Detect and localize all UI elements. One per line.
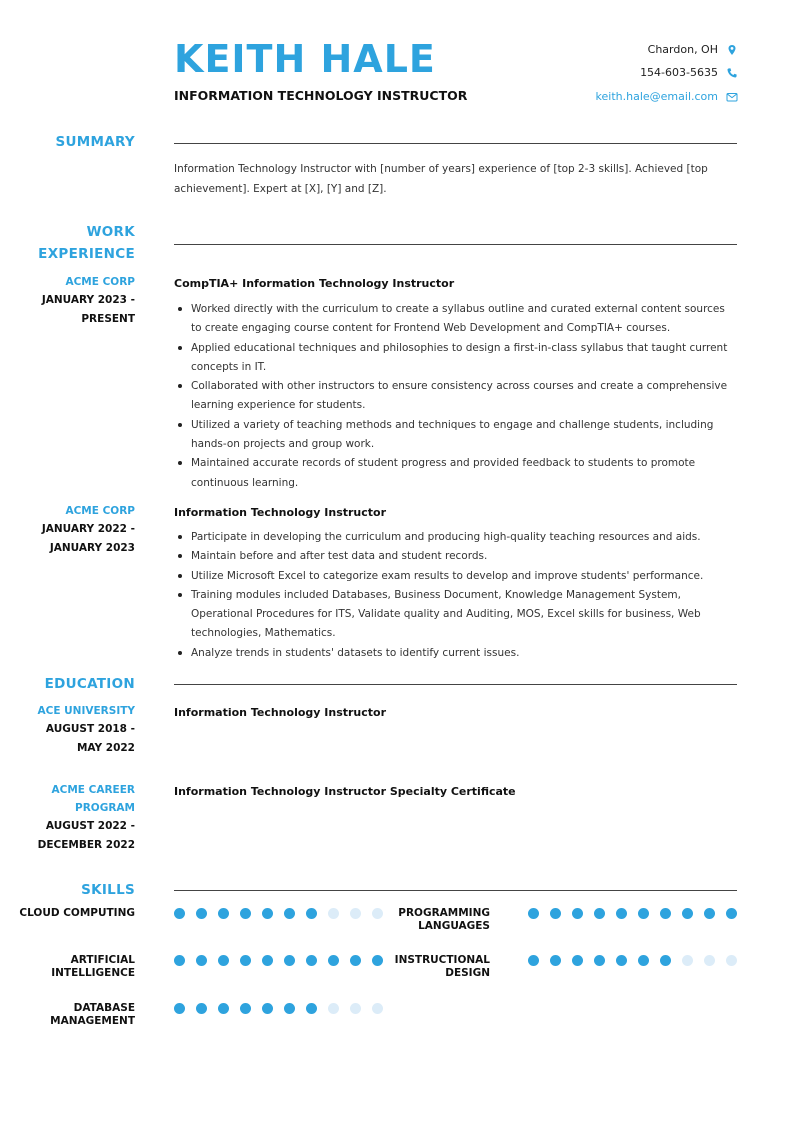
skill-4-label xyxy=(350,954,490,979)
map-pin-icon xyxy=(726,44,738,56)
rating-dot-filled xyxy=(196,908,207,919)
rating-dot-empty xyxy=(372,1003,383,1014)
job-2-dates-end: JANUARY 2023 xyxy=(49,541,135,554)
education-2-dates-start: AUGUST 2022 - xyxy=(45,820,135,832)
rating-dot-empty xyxy=(328,1003,339,1014)
contact-email[interactable] xyxy=(596,90,738,103)
work-heading-line2: EXPERIENCE xyxy=(38,246,135,262)
rating-dot-filled xyxy=(240,908,251,919)
summary-heading: SUMMARY xyxy=(55,134,135,150)
rating-dot-filled xyxy=(306,955,317,966)
rating-dot-filled xyxy=(616,955,627,966)
list-item: Analyze trends in students' datasets to identify current issues. xyxy=(174,644,737,663)
work-heading xyxy=(38,221,135,265)
skills-heading: SKILLS xyxy=(81,882,135,898)
job-1-bullets xyxy=(174,300,737,493)
education-1-degree: Information Technology Instructor xyxy=(174,706,387,719)
education-2-dates-end: DECEMBER 2022 xyxy=(37,838,135,851)
rating-dot-empty xyxy=(682,955,693,966)
job-2-role: Information Technology Instructor xyxy=(174,506,387,519)
rating-dot-filled xyxy=(638,955,649,966)
list-item: Utilize Microsoft Excel to categorize exam results to develop and improve students' performance. xyxy=(174,567,737,586)
rating-dot-filled xyxy=(528,955,539,966)
rating-dot-filled xyxy=(174,908,185,919)
education-heading: EDUCATION xyxy=(44,676,135,692)
rating-dot-filled xyxy=(240,955,251,966)
rating-dot-filled xyxy=(660,908,671,919)
rating-dot-filled xyxy=(704,908,715,919)
list-item: Maintain before and after test data and student records. xyxy=(174,547,737,566)
work-heading-line1: WORK xyxy=(86,224,135,240)
skill-4-label-line2: DESIGN xyxy=(445,966,490,979)
summary-text: Information Technology Instructor with [number of years] experience of [top 2-3 skills]. Achieved [top achievement]. Expert at [X], [Y] and [Z]. xyxy=(174,163,708,195)
job-2-meta xyxy=(5,502,135,557)
skill-4-rating xyxy=(528,955,748,966)
candidate-title: INFORMATION TECHNOLOGY INSTRUCTOR xyxy=(174,88,468,103)
envelope-icon xyxy=(726,91,738,103)
skill-2-label-line2: LANGUAGES xyxy=(418,919,490,932)
skill-2-label-line1: PROGRAMMING xyxy=(398,907,490,919)
skill-2-rating xyxy=(528,908,748,919)
phone-icon xyxy=(726,67,738,79)
list-item: Collaborated with other instructors to ensure consistency across courses and create a comprehensive learning experience for students. xyxy=(174,377,737,416)
rating-dot-filled xyxy=(726,908,737,919)
email-text[interactable]: keith.hale@email.com xyxy=(595,90,718,103)
skill-1-label xyxy=(0,907,135,920)
rating-dot-filled xyxy=(240,1003,251,1014)
education-2-degree: Information Technology Instructor Specialty Certificate xyxy=(174,785,516,798)
education-1-dates-start: AUGUST 2018 - xyxy=(45,723,135,735)
rating-dot-filled xyxy=(196,955,207,966)
skill-5-rating xyxy=(174,1003,394,1014)
job-1-company: ACME CORP xyxy=(65,276,135,288)
rating-dot-filled xyxy=(660,955,671,966)
skill-5-label-line2: MANAGEMENT xyxy=(50,1014,135,1027)
rating-dot-filled xyxy=(572,955,583,966)
education-1-school: ACE UNIVERSITY xyxy=(37,705,135,717)
work-divider xyxy=(174,244,737,245)
education-2-school-line2: PROGRAM xyxy=(75,802,135,814)
skills-divider xyxy=(174,890,737,891)
rating-dot-filled xyxy=(262,955,273,966)
education-1-meta xyxy=(5,702,135,757)
skill-3-label-line2: INTELLIGENCE xyxy=(51,966,135,979)
rating-dot-filled xyxy=(262,1003,273,1014)
rating-dot-filled xyxy=(218,955,229,966)
education-1-dates-end: MAY 2022 xyxy=(76,741,135,754)
rating-dot-filled xyxy=(638,908,649,919)
phone-text: 154-603-5635 xyxy=(640,66,718,79)
rating-dot-filled xyxy=(284,955,295,966)
rating-dot-filled xyxy=(682,908,693,919)
list-item: Maintained accurate records of student progress and provided feedback to students to promote continuous learning. xyxy=(174,454,737,493)
summary-divider xyxy=(174,143,737,144)
rating-dot-filled xyxy=(262,908,273,919)
list-item: Worked directly with the curriculum to create a syllabus outline and curated external content sources to create engaging course content for Frontend Web Development and CompTIA+ courses. xyxy=(174,300,737,339)
rating-dot-empty xyxy=(328,908,339,919)
rating-dot-filled xyxy=(616,908,627,919)
job-2-dates-start: JANUARY 2022 - xyxy=(41,523,135,535)
rating-dot-filled xyxy=(306,1003,317,1014)
rating-dot-filled xyxy=(218,1003,229,1014)
rating-dot-filled xyxy=(594,908,605,919)
job-2-bullets xyxy=(174,528,737,663)
education-2-meta xyxy=(5,781,135,854)
location-text: Chardon, OH xyxy=(647,43,718,56)
skill-1-label-line1: CLOUD COMPUTING xyxy=(19,907,135,919)
rating-dot-filled xyxy=(218,908,229,919)
skill-3-label xyxy=(0,954,135,979)
job-1-dates-start: JANUARY 2023 - xyxy=(41,294,135,306)
rating-dot-filled xyxy=(174,1003,185,1014)
rating-dot-filled xyxy=(174,955,185,966)
skill-4-label-line1: INSTRUCTIONAL xyxy=(394,954,490,966)
job-1-dates-end: PRESENT xyxy=(81,312,135,325)
rating-dot-filled xyxy=(572,908,583,919)
contact-phone xyxy=(640,66,738,79)
candidate-name: KEITH HALE xyxy=(174,37,436,81)
list-item: Applied educational techniques and philosophies to design a first-in-class syllabus that taught current concepts in IT. xyxy=(174,339,737,378)
rating-dot-filled xyxy=(594,955,605,966)
rating-dot-filled xyxy=(196,1003,207,1014)
rating-dot-empty xyxy=(726,955,737,966)
job-2-company: ACME CORP xyxy=(65,505,135,517)
skill-3-label-line1: ARTIFICIAL xyxy=(70,954,135,966)
skill-5-label xyxy=(0,1002,135,1027)
skill-5-label-line1: DATABASE xyxy=(73,1002,135,1014)
rating-dot-filled xyxy=(550,908,561,919)
job-1-role: CompTIA+ Information Technology Instructor xyxy=(174,277,455,290)
contact-location xyxy=(648,43,738,56)
education-divider xyxy=(174,684,737,685)
rating-dot-empty xyxy=(350,1003,361,1014)
education-2-school-line1: ACME CAREER xyxy=(51,784,135,796)
rating-dot-filled xyxy=(550,955,561,966)
list-item: Utilized a variety of teaching methods and techniques to engage and challenge students, including hands-on projects and group work. xyxy=(174,416,737,455)
rating-dot-filled xyxy=(528,908,539,919)
job-1-meta xyxy=(5,273,135,328)
rating-dot-filled xyxy=(328,955,339,966)
list-item: Participate in developing the curriculum and producing high-quality teaching resources and aids. xyxy=(174,528,737,547)
rating-dot-filled xyxy=(284,1003,295,1014)
list-item: Training modules included Databases, Business Document, Knowledge Management System, Operational Procedures for ITS, Validate quality and Auditing, MOS, Excel skills for business, Web technologies, Mathematics. xyxy=(174,586,737,644)
rating-dot-filled xyxy=(306,908,317,919)
rating-dot-empty xyxy=(704,955,715,966)
rating-dot-filled xyxy=(284,908,295,919)
skill-2-label xyxy=(350,907,490,932)
